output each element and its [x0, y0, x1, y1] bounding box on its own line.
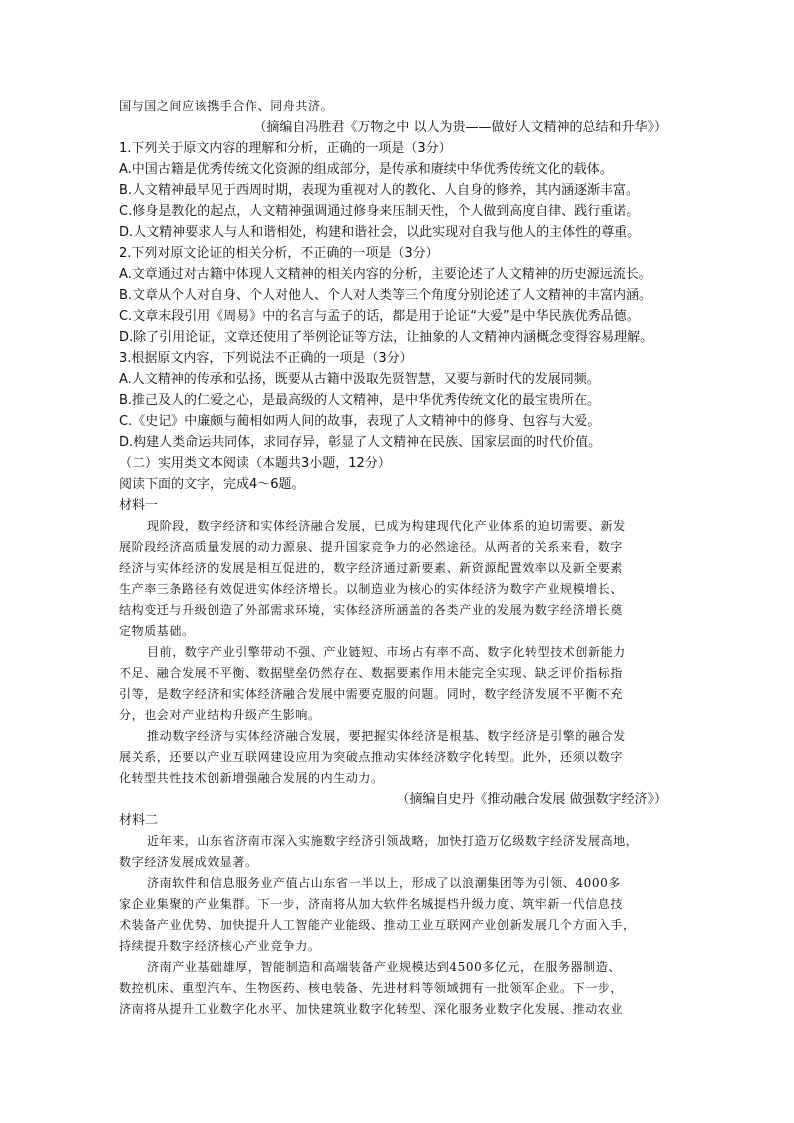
- paragraph-line: 化转型共性技术创新增强融合发展的内生动力。: [119, 771, 384, 785]
- source-citation: （摘编自冯胜君《万物之中 以人为贵——做好人文精神的总结和升华》）: [253, 120, 667, 135]
- paragraph-line: 近年来，山东省济南市深入实施数字经济引领战略，加快打造万亿级数字经济发展高地，: [147, 834, 639, 848]
- text-line: 国与国之间应该携手合作、同舟共济。: [119, 99, 334, 113]
- paragraph-line: 持续提升数字经济核心产业竞争力。: [119, 939, 321, 953]
- question-3-option-d: D.构建人类命运共同体，求同存异，彰显了人文精神在民族、国家层面的时代价值。: [119, 435, 602, 450]
- paragraph-line: 展关系，还要以产业互联网建设应用为突破点推动实体经济数字化转型。此外，还须以数字: [119, 750, 624, 764]
- paragraph-line: 术装备产业优势、加快提升人工智能产业能级、推动工业互联网产业创新发展几个方面入手，: [119, 918, 636, 932]
- material-2-body: [119, 831, 679, 1020]
- paragraph-line: 引等，是数字经济和实体经济融合发展中需要克服的问题。同时，数字经济发展不平衡不充: [119, 687, 624, 701]
- section-heading: （二）实用类文本阅读（本题共3小题，12分）: [119, 456, 391, 471]
- question-2-option-c: C.文章末段引用《周易》中的名言与孟子的话，都是用于论证“大爱”是中华民族优秀品德。: [119, 309, 640, 324]
- question-3-option-b: B.推己及人的仁爱之心，是最高级的人文精神，是中华优秀传统文化的最宝贵所在。: [119, 393, 601, 408]
- question-2-option-b: B.文章从个人对自身、个人对他人、个人对人类等三个角度分别论述了人文精神的丰富内涵。: [119, 288, 653, 303]
- question-2-stem: 2.下列对原文论证的相关分析，不正确的一项是（3分）: [119, 246, 439, 261]
- material-1-body: [119, 516, 679, 789]
- question-3-option-c: C.《史记》中廉颇与蔺相如两人间的故事，表现了人文精神中的修身、包容与大爱。: [119, 414, 601, 429]
- paragraph-line: 分，也会对产业结构升级产生影响。: [119, 708, 321, 722]
- paragraph-line: 展阶段经济高质量发展的动力源泉、提升国家竞争力的必然途径。从两者的关系来看，数字: [119, 540, 624, 554]
- question-1-option-c: C.修身是教化的起点，人文精神强调通过修身来压制天性，个人做到高度自律、践行重诺。: [119, 204, 640, 219]
- paragraph-line: 济南将从提升工业数字化水平、加快建筑业数字化转型、深化服务业数字化发展、推动农业: [119, 1002, 624, 1016]
- paragraph-line: 数控机床、重型汽车、生物医药、核电装备、先进材料等领域拥有一批领军企业。下一步，: [119, 981, 624, 995]
- paragraph-line: 现阶段，数字经济和实体经济融合发展，已成为构建现代化产业体系的迫切需要、新发: [147, 519, 626, 533]
- paragraph-line: 数字经济发展成效显著。: [119, 855, 258, 869]
- paragraph-line: 济南产业基础雄厚，智能制造和高端装备产业规模达到4500多亿元，在服务器制造、: [147, 960, 621, 974]
- question-1-option-b: B.人文精神最早见于西周时期，表现为重视对人的教化、人自身的修养，其内涵逐渐丰富。: [119, 183, 640, 198]
- material-2-heading: 材料二: [119, 813, 159, 828]
- question-3-option-a: A.人文精神的传承和弘扬，既要从古籍中汲取先贤智慧，又要与新时代的发展同频。: [119, 372, 600, 387]
- paragraph-line: 济南软件和信息服务业产值占山东省一半以上，形成了以浪潮集团等为引领、4000多: [147, 876, 621, 890]
- question-3-stem: 3.根据原文内容，下列说法不正确的一项是（3分）: [119, 351, 413, 366]
- paragraph-line: 目前，数字产业引擎带动不强、产业链短、市场占有率不高、数字化转型技术创新能力: [147, 645, 626, 659]
- question-2-option-d: D.除了引用论证，文章还使用了举例论证等方法，让抽象的人文精神内涵概念变得容易理解。: [119, 330, 654, 345]
- paragraph-line: 生产率三条路径有效促进实体经济增长。以制造业为核心的实体经济为数字产业规模增长、: [119, 582, 624, 596]
- question-1-stem: 1.下列关于原文内容的理解和分析，正确的一项是（3分）: [119, 141, 452, 156]
- question-1-option-d: D.人文精神要求人与人和谐相处，构建和谐社会，以此实现对自我与他人的主体性的尊重。: [119, 225, 641, 240]
- material-1-source: （摘编自史丹《推动融合发展 做强数字经济》）: [396, 792, 667, 807]
- paragraph-line: 经济与实体经济的发展是相互促进的，数字经济通过新要素、新资源配置效率以及新全要素: [119, 561, 624, 575]
- paragraph-line: 不足、融合发展不平衡、数据壁垒仍然存在、数据要素作用未能完全实现、缺乏评价指标指: [119, 666, 624, 680]
- paragraph-line: 推动数字经济与实体经济融合发展，要把握实体经济是根基、数字经济是引擎的融合发: [147, 729, 626, 743]
- paragraph-line: 定物质基础。: [119, 624, 195, 638]
- paragraph-line: 结构变迁与升级创造了外部需求环境，实体经济所涵盖的各类产业的发展为数字经济增长奠: [119, 603, 624, 617]
- question-1-option-a: A.中国古籍是优秀传统文化资源的组成部分，是传承和赓续中华优秀传统文化的载体。: [119, 162, 613, 177]
- document-page: [119, 96, 679, 1020]
- question-2-option-a: A.文章通过对古籍中体现人文精神的相关内容的分析，主要论述了人文精神的历史源远流长。: [119, 267, 652, 282]
- material-1-heading: 材料一: [119, 498, 159, 513]
- paragraph-line: 家企业集聚的产业集群。下一步，济南将从加大软件名城提档升级力度、筑牢新一代信息技: [119, 897, 624, 911]
- reading-instruction: 阅读下面的文字，完成4～6题。: [119, 477, 305, 492]
